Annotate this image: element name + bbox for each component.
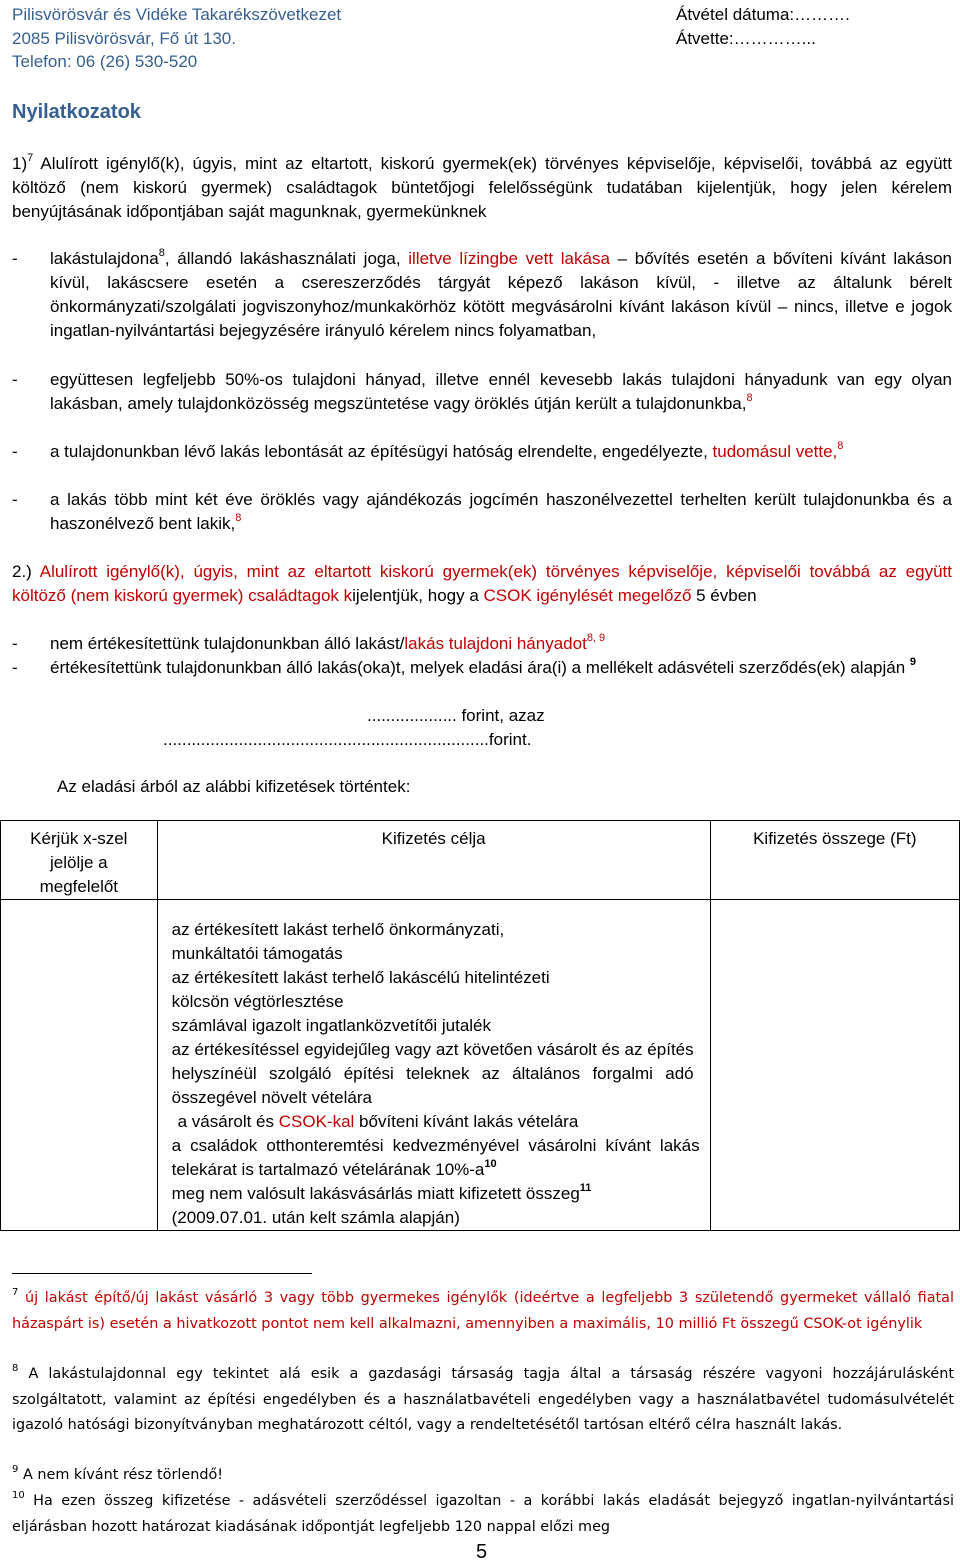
- payment-purpose-4: az értékesítéssel egyidejűleg vagy azt követően vásárolt és az építés helyszínéül szolgáló építési teleknek az általános forgalmi adó összegével növelt vételára: [171, 1040, 694, 1107]
- amount-cell[interactable]: [710, 900, 959, 1231]
- declaration-1-item-3: - a tulajdonunkban lévő lakás lebontását az építésügyi hatóság elrendelte, engedélyezte, tudomásul vette,$^8$: [12, 440, 844, 461]
- col-header-mark: Kérjük x-szel jelölje a megfelelőt: [1, 821, 158, 900]
- payments-table: [0, 820, 960, 1231]
- declaration-1-item-4: - a lakás több mint két éve öröklés vagy ajándékozás jogcímén haszonélvezettel terhelten került tulajdonunkba és a haszonélvező bent lakik,$^8$: [12, 490, 952, 533]
- declaration-2-item-2: - értékesítettünk tulajdonunkban álló lakás(oka)t, melyek eladási ára(i) a mellékelt adásvételi szerződés(ek) alapján $^9$: [12, 656, 917, 677]
- table-header-row: [1, 821, 960, 900]
- footnote-separator: [12, 1273, 312, 1274]
- declaration-1-item-1: - lakástulajdona$^8$, állandó lakáshasználati joga, illetve lízingbe vett lakása – bővítés esetén a bővíteni kívánt lakáson kívül, lakáscsere esetén a csereszerződés tárgyát képező lakáson kívül, - illetve az általunk bérelt önkormányzati/szolgálati jogviszonyhoz/munkakörhöz kötött megvásárolni kívánt lakáson kívül – nincs, illetve e jogok ingatlan-nyilvántartási bejegyzésére irányuló kérelem nincs folyamatban,: [12, 247, 952, 340]
- payment-purpose-2: az értékesített lakást terhelő lakáscélú hitelintézeti kölcsön végtörlesztése: [171, 968, 550, 1011]
- footnote-8: $^8$ A lakástulajdonnal egy tekintet alá esik a gazdasági társaság tagja által a társaság részére vagyoni hozzájárulásként szolgáltatott, valamint az építési engedélyben és a használatbavételi engedélyben vagy a használatbavétel tudomásulvételét igazoló hatósági bizonyítványban meghatározott céltól, vagy a rendeltetésétől tartósan eltérő célra használt lakás.: [12, 1363, 954, 1433]
- section-title: Nyilatkozatok: [12, 101, 141, 123]
- footnote-7: $^7$ új lakást építő/új lakást vásárló 3 vagy több gyermekes igénylők (ideértve a legfeljebb 3 születendő gyermeket vállaló fiatal házaspárt is) esetén a hivatkozott pontot nem kell alkalmazni, amennyiben a maximális, 10 millió Ft összegű CSOK-ot igénylik: [12, 1287, 954, 1332]
- payments-intro: Az eladási árból az alábbi kifizetések történtek:: [57, 777, 411, 796]
- payment-purpose-6: a családok otthonteremtési kedvezményével vásárolni kívánt lakás telekárat is tartalmazó vételárának $10\%-a^{10}$: [171, 1136, 700, 1179]
- page-number: 5: [476, 1541, 488, 1563]
- purpose-cell: [157, 900, 710, 1231]
- payment-purpose-5: a vásárolt és CSOK-kal bővíteni kívánt lakás vételára: [177, 1112, 579, 1131]
- col-header-purpose: Kifizetés célja: [157, 821, 710, 900]
- payment-purpose-3: számlával igazolt ingatlanközvetítői jutalék: [171, 1016, 492, 1035]
- org-address: 2085 Pilisvörösvár, Fő út 130.: [12, 29, 236, 48]
- sale-amount-numeric-field[interactable]: ................... forint, azaz: [367, 706, 545, 725]
- payment-purpose-1: az értékesített lakást terhelő önkormányzati, munkáltatói támogatás: [171, 920, 505, 963]
- org-name: Pilisvörösvár és Vidéke Takarékszövetkezet: [12, 5, 342, 24]
- org-phone: Telefon: 06 (26) 530-520: [12, 52, 198, 71]
- mark-cell[interactable]: [1, 900, 158, 1231]
- footnote-10: $^{10}$ Ha ezen összeg kifizetése - adásvételi szerződéssel igazoltan - a korábbi lakás eladását bejegyző ingatlan-nyilvántartási eljárásban hozott határozat kiadásának időpontját legfeljebb 120 nappal előzi meg: [12, 1490, 954, 1535]
- footnote-9: $^9$ A nem kívánt rész törlendő!: [12, 1464, 224, 1483]
- table-body-row: [1, 900, 960, 1231]
- declaration-1-intro: 1)$^7$ Alulírott igénylő(k), úgyis, mint az eltartott, kiskorú gyermek(ek) törvényes képviselője, képviselői, továbbá az együtt költöző (nem kiskorú gyermek) családtagok büntetőjogi felelősségünk tudatában kijelentjük, hogy jelen kérelem benyújtásának időpontjában saját magunknak, gyermekünknek: [12, 152, 952, 221]
- col-header-amount: Kifizetés összege (Ft): [710, 821, 959, 900]
- received-by-field[interactable]: Átvette:…………...: [676, 29, 816, 48]
- sale-amount-words-field[interactable]: .....................................................................forint.: [163, 730, 532, 749]
- payment-purpose-7: meg nem valósult lakásvásárlás miatt kifizetett összeg$^{11}$ (2009.07.01. után kelt számla alapján): [171, 1182, 592, 1227]
- declaration-1-item-2: - együttesen legfeljebb 50%-os tulajdoni hányad, illetve ennél kevesebb lakás tulajdoni hányadunk van egy olyan lakásban, amely tulajdonközösség megszüntetése vagy öröklés útján került a tulajdonunkba,$^8$: [12, 370, 952, 413]
- declaration-2-item-1: - nem értékesítettünk tulajdonunkban álló lakást/lakás tulajdoni hányadot$^{8, 9}$: [12, 632, 606, 653]
- received-date-field[interactable]: Átvétel dátuma:……….: [676, 5, 850, 24]
- declaration-2-intro: 2.) Alulírott igénylő(k), úgyis, mint az eltartott kiskorú gyermek(ek) törvényes képviselője, képviselői továbbá az együtt költöző (nem kiskorú gyermek) családtagok kijelentjük, hogy a CSOK igénylését megelőző 5 évben: [12, 562, 952, 605]
